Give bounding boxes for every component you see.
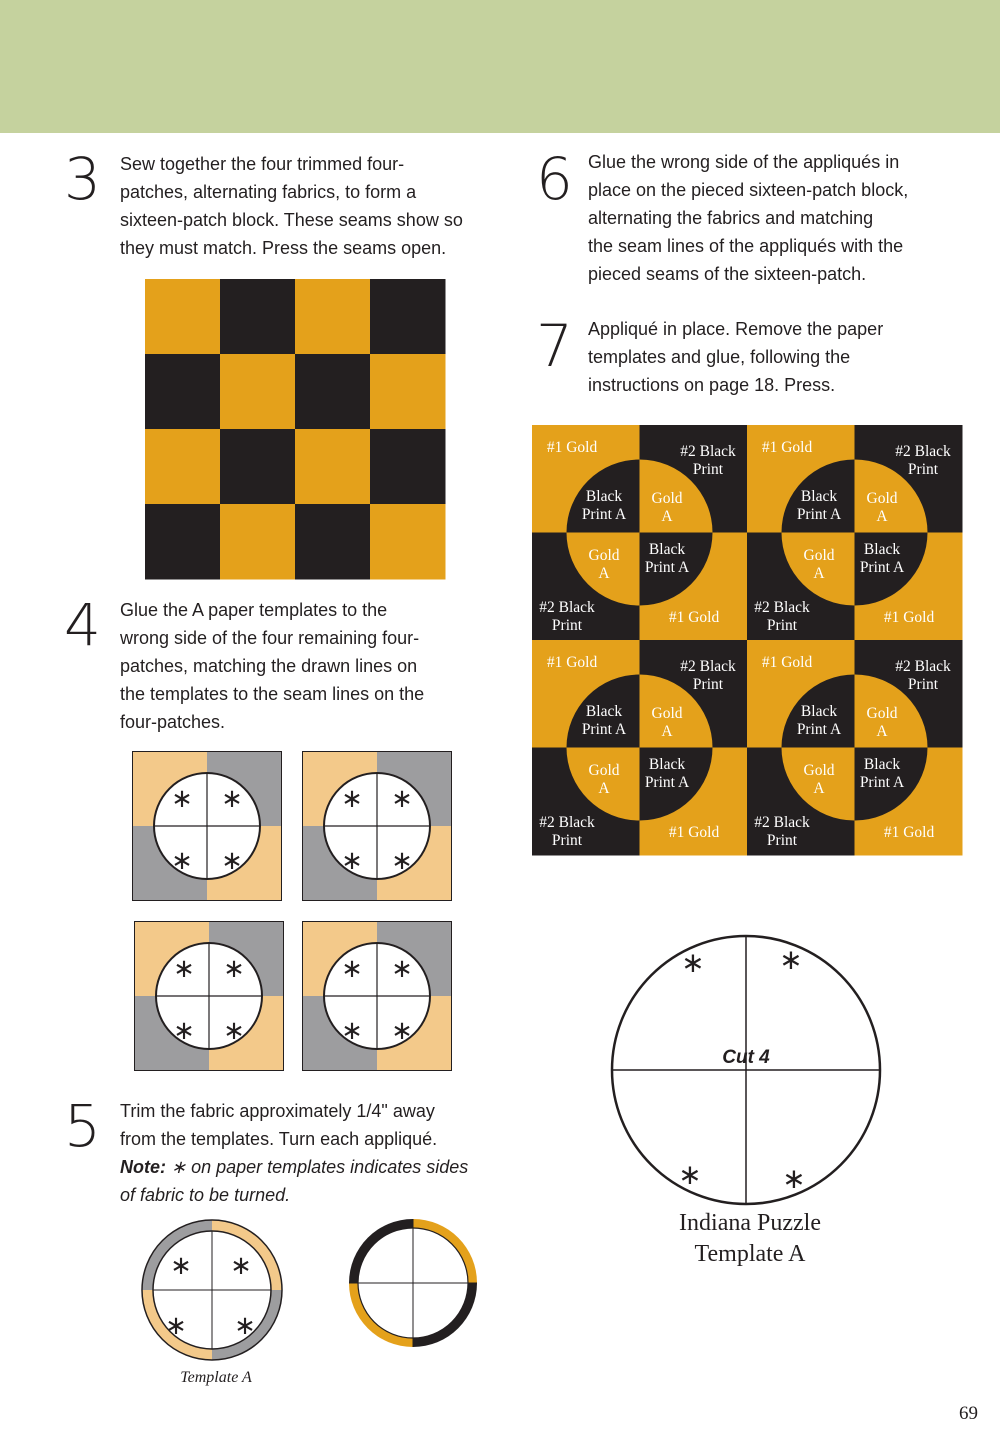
patch-square bbox=[145, 504, 221, 580]
label-gold-1: #1 Gold bbox=[761, 439, 813, 456]
label-gold-a: Gold bbox=[651, 490, 683, 507]
label-gold-1: #1 Gold bbox=[883, 824, 935, 841]
indiana-puzzle-block bbox=[532, 425, 962, 856]
page-number: 69 bbox=[959, 1403, 978, 1424]
trimmed-template-right bbox=[349, 1219, 477, 1347]
text-line: sixteen-patch block. These seams show so bbox=[120, 210, 463, 230]
label-black-print-a: Print A bbox=[644, 559, 690, 576]
patch-square bbox=[145, 354, 221, 430]
asterisk-mark: ∗ bbox=[341, 784, 363, 814]
note-line bbox=[120, 1153, 468, 1181]
four-patch bbox=[134, 921, 284, 1071]
label-black-print-a: Print A bbox=[796, 506, 842, 523]
label-gold-a: A bbox=[813, 780, 825, 797]
label-gold-a: Gold bbox=[866, 705, 898, 722]
text-line: from the templates. Turn each appliqué. bbox=[120, 1129, 438, 1149]
caption-line: Template A bbox=[694, 1241, 806, 1267]
asterisk-mark: ∗ bbox=[230, 1251, 252, 1281]
patch-square bbox=[145, 429, 221, 505]
label-black-2: #2 Black bbox=[539, 599, 595, 616]
step-text bbox=[588, 315, 883, 399]
text-line: pieced seams of the sixteen-patch. bbox=[588, 264, 867, 284]
asterisk-mark: ∗ bbox=[391, 954, 413, 984]
template-a-pattern bbox=[610, 934, 882, 1206]
asterisk-mark: ∗ bbox=[173, 1016, 195, 1046]
asterisk-mark: ∗ bbox=[341, 846, 363, 876]
label-black-print-a: Black bbox=[585, 703, 623, 720]
label-gold-1: #1 Gold bbox=[668, 609, 720, 626]
patch-square bbox=[220, 504, 296, 580]
label-gold-1: #1 Gold bbox=[546, 439, 598, 456]
asterisk-mark: ∗ bbox=[341, 1016, 363, 1046]
four-patch bbox=[302, 921, 452, 1071]
asterisk-mark: ∗ bbox=[391, 784, 413, 814]
text-line: they must match. Press the seams open. bbox=[120, 238, 447, 258]
asterisk-mark: ∗ bbox=[223, 1016, 245, 1046]
label-gold-a: A bbox=[661, 723, 673, 740]
step-text bbox=[120, 1097, 468, 1209]
label-black-print-a: Print A bbox=[581, 506, 627, 523]
label-black-print-a: Black bbox=[863, 541, 901, 558]
asterisk-mark: ∗ bbox=[341, 954, 363, 984]
asterisk-mark: ∗ bbox=[171, 784, 193, 814]
label-gold-a: A bbox=[598, 780, 610, 797]
block-quadrant bbox=[747, 640, 963, 856]
text-line: patches, alternating fabrics, to form a bbox=[120, 182, 417, 202]
text-line: Glue the A paper templates to the bbox=[120, 600, 388, 620]
patch-square bbox=[370, 429, 446, 505]
label-gold-a: A bbox=[813, 565, 825, 582]
patch-square bbox=[370, 279, 446, 355]
asterisk-mark: ∗ bbox=[223, 954, 245, 984]
label-black-2: Print bbox=[907, 676, 939, 693]
step-text bbox=[588, 148, 908, 288]
four-patch bbox=[302, 751, 452, 901]
patch-square bbox=[295, 429, 371, 505]
label-black-2: Print bbox=[551, 832, 583, 849]
asterisk-mark: ∗ bbox=[221, 784, 243, 814]
asterisk-mark: ∗ bbox=[165, 1311, 187, 1341]
label-gold-a: A bbox=[876, 723, 888, 740]
note-label: Note: bbox=[120, 1157, 166, 1177]
asterisk-mark: ∗ bbox=[221, 846, 243, 876]
label-black-2: Print bbox=[692, 676, 724, 693]
label-gold-a: A bbox=[876, 508, 888, 525]
patch-square bbox=[220, 279, 296, 355]
label-black-print-a: Print A bbox=[644, 774, 690, 791]
asterisk-mark: ∗ bbox=[234, 1311, 256, 1341]
asterisk-mark: ∗ bbox=[391, 846, 413, 876]
label-gold-1: #1 Gold bbox=[546, 654, 598, 671]
label-black-print-a: Black bbox=[585, 488, 623, 505]
four-patch-templates bbox=[132, 751, 454, 1073]
note-text: ∗ on paper templates indicates sides bbox=[166, 1157, 469, 1177]
label-gold-a: Gold bbox=[803, 547, 835, 564]
text-line: Trim the fabric approximately 1/4" away bbox=[120, 1101, 435, 1121]
patch-square bbox=[295, 504, 371, 580]
label-black-print-a: Print A bbox=[581, 721, 627, 738]
cut-label: Cut 4 bbox=[722, 1047, 770, 1068]
label-black-2: #2 Black bbox=[539, 814, 595, 831]
text-line: Appliqué in place. Remove the paper bbox=[588, 319, 884, 339]
label-black-2: Print bbox=[766, 617, 798, 634]
text-line: wrong side of the four remaining four- bbox=[120, 628, 420, 648]
label-gold-a: Gold bbox=[803, 762, 835, 779]
label-gold-1: #1 Gold bbox=[883, 609, 935, 626]
step-number: 5 bbox=[64, 1092, 101, 1160]
text-line: patches, matching the drawn lines on bbox=[120, 656, 418, 676]
label-gold-a: Gold bbox=[651, 705, 683, 722]
label-black-2: #2 Black bbox=[895, 443, 951, 460]
text-line: the seam lines of the appliqués with the bbox=[588, 236, 904, 256]
asterisk-mark: ∗ bbox=[678, 1158, 702, 1191]
text-line: Glue the wrong side of the appliqués in bbox=[588, 152, 900, 172]
patch-square bbox=[370, 504, 446, 580]
trimmed-template-illustration bbox=[135, 1222, 485, 1392]
label-black-print-a: Black bbox=[648, 756, 686, 773]
block-quadrant bbox=[532, 425, 748, 641]
four-patch bbox=[132, 751, 282, 901]
trimmed-template-left bbox=[142, 1220, 282, 1360]
label-gold-1: #1 Gold bbox=[668, 824, 720, 841]
label-black-2: #2 Black bbox=[680, 658, 736, 675]
asterisk-mark: ∗ bbox=[171, 846, 193, 876]
patch-square bbox=[295, 279, 371, 355]
block-quadrant bbox=[532, 640, 748, 856]
step-number: 4 bbox=[64, 591, 101, 659]
step-number: 3 bbox=[64, 145, 101, 213]
label-gold-a: A bbox=[661, 508, 673, 525]
asterisk-mark: ∗ bbox=[681, 946, 705, 979]
label-black-print-a: Black bbox=[800, 703, 838, 720]
asterisk-mark: ∗ bbox=[782, 1162, 806, 1195]
label-gold-1: #1 Gold bbox=[761, 654, 813, 671]
caption-line: Indiana Puzzle bbox=[679, 1210, 821, 1236]
asterisk-mark: ∗ bbox=[779, 943, 803, 976]
text-line: Sew together the four trimmed four- bbox=[120, 154, 405, 174]
step-text bbox=[120, 150, 463, 262]
label-gold-a: Gold bbox=[588, 547, 620, 564]
label-black-2: Print bbox=[766, 832, 798, 849]
label-gold-a: A bbox=[598, 565, 610, 582]
label-black-2: Print bbox=[692, 461, 724, 478]
label-gold-a: Gold bbox=[866, 490, 898, 507]
label-black-2: #2 Black bbox=[680, 443, 736, 460]
patch-square bbox=[295, 354, 371, 430]
label-black-2: Print bbox=[551, 617, 583, 634]
text-line: templates and glue, following the bbox=[588, 347, 851, 367]
label-black-2: #2 Black bbox=[754, 599, 810, 616]
patch-square bbox=[220, 429, 296, 505]
text-line: the templates to the seam lines on the bbox=[120, 684, 425, 704]
label-black-print-a: Black bbox=[648, 541, 686, 558]
template-small-caption: Template A bbox=[180, 1369, 252, 1386]
step-text bbox=[120, 596, 424, 736]
sixteen-patch-block bbox=[145, 279, 445, 580]
block-quadrant bbox=[747, 425, 963, 641]
step-number: 6 bbox=[536, 145, 573, 213]
text-line: instructions on page 18. Press. bbox=[588, 375, 836, 395]
label-black-print-a: Print A bbox=[859, 774, 905, 791]
patch-square bbox=[220, 354, 296, 430]
asterisk-mark: ∗ bbox=[170, 1251, 192, 1281]
asterisk-mark: ∗ bbox=[391, 1016, 413, 1046]
label-black-2: #2 Black bbox=[754, 814, 810, 831]
label-black-print-a: Black bbox=[800, 488, 838, 505]
template-a-caption bbox=[630, 1208, 870, 1270]
patch-square bbox=[145, 279, 221, 355]
patch-square bbox=[370, 354, 446, 430]
header-banner bbox=[0, 0, 1000, 133]
note-line: of fabric to be turned. bbox=[120, 1185, 291, 1205]
text-line: alternating the fabrics and matching bbox=[588, 208, 874, 228]
asterisk-mark: ∗ bbox=[173, 954, 195, 984]
label-gold-a: Gold bbox=[588, 762, 620, 779]
label-black-2: Print bbox=[907, 461, 939, 478]
label-black-2: #2 Black bbox=[895, 658, 951, 675]
label-black-print-a: Print A bbox=[859, 559, 905, 576]
step-number: 7 bbox=[536, 312, 573, 380]
label-black-print-a: Print A bbox=[796, 721, 842, 738]
label-black-print-a: Black bbox=[863, 756, 901, 773]
text-line: four-patches. bbox=[120, 712, 226, 732]
text-line: place on the pieced sixteen-patch block, bbox=[588, 180, 909, 200]
